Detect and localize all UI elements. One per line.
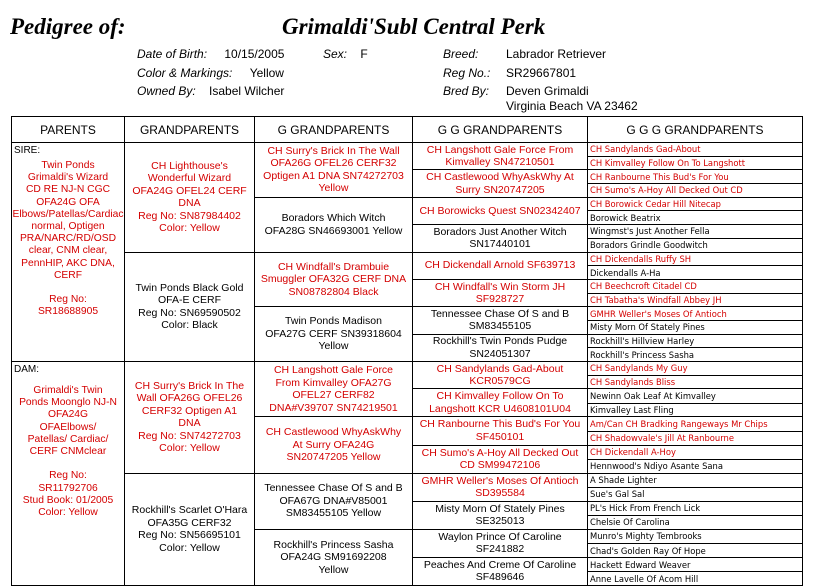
text-line: Kimvalley SN47210501	[445, 156, 555, 169]
gg-grandparent-cell	[413, 143, 588, 170]
text-line: DNA	[178, 197, 201, 210]
text-line: CERF CNMclear	[29, 446, 107, 458]
sire-cell	[12, 143, 125, 362]
text-line: OFA24G OFA	[36, 196, 100, 208]
text-line: Ponds Moonglo NJ-N	[19, 397, 117, 409]
gg-grandparent-cell	[413, 170, 588, 197]
text-line: GMHR Weller's Moses Of Antioch	[421, 474, 579, 487]
text-line: Reg No: SN74272703	[138, 429, 241, 442]
g-grandparent-cell	[255, 417, 413, 473]
text-line: Twin Ponds Madison	[285, 315, 382, 328]
dam-details	[12, 385, 124, 585]
gg-grandparent-cell	[413, 529, 588, 557]
text-line: Yellow	[318, 182, 349, 195]
text-line: Color: Yellow	[159, 222, 220, 235]
text-line: CH Langshott Gale Force From	[426, 143, 574, 156]
table-row	[12, 143, 803, 157]
text-line: Wall OFA26G OFEL26	[136, 392, 243, 405]
text-line: CH Ranbourne This Bud's For You	[419, 418, 581, 431]
table-row	[12, 473, 803, 487]
ggg-grandparent-cell: Hennwood's Ndiyo Asante Sana	[588, 459, 803, 473]
color-value: Yellow	[249, 66, 284, 80]
bredby-label-text: Bred By:	[443, 84, 490, 98]
text-line: CH Lighthouse's	[151, 159, 228, 172]
breed-value: Labrador Retriever	[506, 47, 607, 61]
text-line	[12, 458, 124, 470]
dob-value: 10/15/2005	[224, 47, 285, 61]
reg-label	[443, 66, 490, 80]
text-line: Misty Morn Of Stately Pines	[435, 502, 565, 515]
text-line: SD395584	[475, 487, 525, 500]
text-line: Patellas/ Cardiac/	[27, 433, 109, 445]
text-line: OFA-E CERF	[157, 294, 221, 307]
gg-grandparent-cell	[413, 307, 588, 334]
text-line: CH Dickendall Arnold SF639713	[424, 259, 576, 272]
text-line: SN24051307	[469, 347, 531, 360]
text-line: OFA67G DNA#V85001	[279, 494, 388, 507]
sire-details	[12, 160, 124, 350]
gg-grandparent-cell	[413, 252, 588, 279]
text-line: At Surry OFA24G	[292, 438, 375, 451]
ggg-grandparent-cell: Newinn Oak Leaf At Kimvalley	[588, 389, 803, 403]
text-line: Tennessee Chase Of S and B	[264, 482, 403, 495]
gg-grandparent-cell	[413, 501, 588, 529]
text-line: Yellow	[318, 563, 349, 576]
text-line: Reg No:	[49, 294, 87, 306]
ggg-grandparent-cell: Sue's Gal Sal	[588, 488, 803, 502]
text-line: CERF	[53, 269, 83, 281]
text-line: Reg No: SN56695101	[138, 529, 241, 542]
text-line: CH Sumo's A-Hoy All Decked Out	[421, 446, 579, 459]
text-line: SR18688905	[37, 306, 99, 318]
text-line: Reg No: SN87984402	[138, 209, 241, 222]
text-line: Reg No: SN69590502	[138, 306, 241, 319]
text-line: Waylon Prince Of Caroline	[438, 530, 562, 543]
text-line: Boradors Just Another Witch	[433, 225, 567, 238]
dog-name: Grimaldi'Subl Central Perk	[282, 14, 546, 39]
owner-row	[137, 84, 284, 98]
sex-value: F	[360, 47, 368, 61]
bredby-label	[443, 84, 489, 98]
g-grandparent-cell	[255, 252, 413, 307]
text-line: OFA24G OFEL24 CERF	[132, 184, 247, 197]
ggg-grandparent-cell: CH Sumo's A-Hoy All Decked Out CD	[588, 184, 803, 198]
dob-label: Date of Birth:	[137, 47, 208, 61]
text-line: OFEL27 CERF82	[292, 389, 375, 402]
text-line: SN08782804 Black	[288, 285, 379, 298]
ggg-grandparent-cell: Dickendalls A-Ha	[588, 266, 803, 280]
text-line: SF489646	[475, 571, 525, 584]
text-line: SM83455105	[468, 320, 532, 333]
ggg-grandparent-cell: Misty Morn Of Stately Pines	[588, 320, 803, 334]
text-line: Surry SN20747205	[455, 183, 545, 196]
breeder-location: Virginia Beach VA 23462	[506, 99, 638, 113]
table-row	[12, 362, 803, 376]
text-line: Color: Yellow	[159, 541, 220, 554]
header-gg-grandparents: G G GRANDPARENTS	[413, 117, 588, 143]
ggg-grandparent-cell: Munro's Mighty Tembrooks	[588, 529, 803, 543]
gg-grandparent-cell	[413, 197, 588, 224]
text-line: SF928727	[475, 293, 525, 306]
text-line: SN20747205 Yellow	[286, 451, 381, 464]
text-line: SR11792706	[38, 482, 98, 494]
gg-grandparent-cell	[413, 279, 588, 306]
ggg-grandparent-cell: Hackett Edward Weaver	[588, 557, 803, 571]
ggg-grandparent-cell: CH Kimvalley Follow On To Langshott	[588, 156, 803, 170]
ggg-grandparent-cell: CH Sandylands Gad-About	[588, 143, 803, 157]
dob-row	[137, 47, 284, 61]
text-line: OFAElbows/	[39, 421, 97, 433]
grandparent-cell	[125, 252, 255, 362]
text-line: CH Windfall's Drambuie	[277, 260, 390, 273]
text-line	[12, 282, 124, 294]
text-line: SN17440101	[469, 238, 531, 251]
text-line: Rockhill's Twin Ponds Pudge	[432, 335, 568, 348]
ggg-grandparent-cell: Anne Lavelle Of Acom Hill	[588, 572, 803, 586]
text-line: CH Sandylands Gad-About	[436, 362, 564, 375]
ggg-grandparent-cell: Chelsie Of Carolina	[588, 516, 803, 530]
dam-label: DAM:	[14, 364, 39, 375]
text-line: SE325013	[475, 515, 525, 528]
text-line: OFA35G CERF32	[147, 516, 232, 529]
text-line: DNA#V39707 SN74219501	[269, 401, 398, 414]
ggg-grandparent-cell: Rockhill's Hillview Harley	[588, 334, 803, 348]
text-line: CD SM99472106	[459, 459, 541, 472]
ggg-grandparent-cell: A Shade Lighter	[588, 473, 803, 487]
color-row	[137, 66, 284, 80]
dam-cell	[12, 362, 125, 586]
ggg-grandparent-cell: Kimvalley Last Fling	[588, 403, 803, 417]
ggg-grandparent-cell: PL's Hick From French Lick	[588, 501, 803, 515]
ggg-grandparent-cell: Rockhill's Princess Sasha	[588, 348, 803, 362]
text-line: CH Surry's Brick In The Wall	[267, 144, 400, 157]
ggg-grandparent-cell: CH Ranbourne This Bud's For You	[588, 170, 803, 184]
gg-grandparent-cell	[413, 473, 588, 501]
sex-row	[323, 47, 368, 61]
text-line: Color: Yellow	[159, 442, 220, 455]
ggg-grandparent-cell: Chad's Golden Ray Of Hope	[588, 544, 803, 558]
reg-value: SR29667801	[506, 66, 577, 80]
text-line: Boradors Which Witch	[281, 212, 386, 225]
g-grandparent-cell	[255, 362, 413, 417]
text-line: CERF32 Optigen A1	[141, 404, 238, 417]
ggg-grandparent-cell: Boradors Grindle Goodwitch	[588, 238, 803, 252]
grandparent-cell	[125, 143, 255, 253]
g-grandparent-cell	[255, 307, 413, 362]
gg-grandparent-cell	[413, 417, 588, 445]
header-g-grandparents: G GRANDPARENTS	[255, 117, 413, 143]
color-label: Color & Markings:	[137, 66, 233, 80]
text-line: Reg No:	[49, 470, 87, 482]
grandparent-cell	[125, 362, 255, 474]
breeder-name: Deven Grimaldi	[506, 84, 589, 98]
text-line: DNA	[178, 417, 201, 430]
g-grandparent-cell	[255, 143, 413, 198]
ggg-grandparent-cell: CH Dickendall A-Hoy	[588, 445, 803, 459]
text-line: SM83455105 Yellow	[285, 507, 382, 520]
text-line: CH Castlewood WhyAskWhy At	[426, 171, 574, 184]
text-line: KCR0579CG	[469, 375, 531, 388]
g-grandparent-cell	[255, 197, 413, 252]
text-line: Twin Ponds	[41, 160, 95, 171]
ggg-grandparent-cell: Am/Can CH Bradking Rangeways Mr Chips	[588, 417, 803, 431]
text-line: OFA28G SN46693001 Yellow	[264, 224, 403, 237]
text-line: Tennessee Chase Of S and B	[430, 307, 570, 320]
reg-label-text: Reg No.:	[443, 66, 491, 80]
ggg-grandparent-cell: GMHR Weller's Moses Of Antioch	[588, 307, 803, 321]
text-line: CH Langshott Gale Force	[273, 364, 394, 377]
ggg-grandparent-cell: Wingmst's Just Another Fella	[588, 225, 803, 239]
header-grandparents: GRANDPARENTS	[125, 117, 255, 143]
text-line: Stud Book: 01/2005	[22, 494, 114, 506]
owner-label: Owned By:	[137, 84, 196, 98]
header-parents: PARENTS	[12, 117, 125, 143]
gg-grandparent-cell	[413, 225, 588, 252]
header-ggg-grandparents: G G G GRANDPARENTS	[588, 117, 803, 143]
text-line: Grimaldi's Twin	[33, 385, 103, 396]
text-line: Color: Black	[161, 319, 218, 332]
ggg-grandparent-cell: CH Sandylands My Guy	[588, 362, 803, 376]
text-line: CH Castlewood WhyAskWhy	[265, 426, 402, 439]
text-line: Rockhill's Scarlet O'Hara	[131, 504, 248, 517]
ggg-grandparent-cell: CH Beechcroft Citadel CD	[588, 279, 803, 293]
text-line: CH Windfall's Win Storm JH	[434, 280, 566, 293]
g-grandparent-cell	[255, 529, 413, 585]
grandparent-cell	[125, 473, 255, 585]
pedigree-title: Pedigree of:	[10, 14, 126, 39]
text-line: Rockhill's Princess Sasha	[273, 538, 394, 551]
text-line: CH Surry's Brick In The	[134, 379, 245, 392]
text-line: CH Borowicks Quest SN02342407	[419, 204, 581, 217]
text-line: clear, CNM clear,	[28, 245, 108, 257]
text-line: CH Kimvalley Follow On To	[436, 390, 564, 403]
ggg-grandparent-cell: CH Dickendalls Ruffy SH	[588, 252, 803, 266]
text-line: From Kimvalley OFA27G	[275, 376, 392, 389]
gg-grandparent-cell	[413, 557, 588, 585]
text-line: OFA26G OFEL26 CERF32	[270, 157, 397, 170]
owner-value: Isabel Wilcher	[209, 84, 285, 98]
gg-grandparent-cell	[413, 334, 588, 361]
ggg-grandparent-cell: CH Shadowvale's Jill At Ranbourne	[588, 431, 803, 445]
gg-grandparent-cell	[413, 445, 588, 473]
gg-grandparent-cell	[413, 389, 588, 417]
text-line: CD RE NJ-N CGC	[25, 184, 111, 196]
text-line: normal, Optigen	[31, 221, 105, 233]
text-line: OFA24G SM91692208	[280, 551, 387, 564]
text-line: Yellow	[318, 340, 349, 353]
table-row	[12, 252, 803, 266]
text-line: PRA/NARC/RD/OSD	[19, 233, 117, 245]
text-line: SF450101	[475, 430, 525, 443]
text-line: Wonderful Wizard	[147, 172, 232, 185]
text-line: Grimaldi's Wizard	[27, 172, 109, 184]
sire-label: SIRE:	[14, 145, 41, 156]
ggg-grandparent-cell: Borowick Beatrix	[588, 211, 803, 225]
gg-grandparent-cell	[413, 362, 588, 389]
breed-row	[443, 47, 478, 61]
sex-label: Sex:	[323, 47, 348, 61]
text-line: Twin Ponds Black Gold	[135, 281, 244, 294]
breed-label: Breed:	[443, 47, 479, 61]
text-line: Peaches And Creme Of Caroline	[423, 558, 577, 571]
pedigree-table	[11, 116, 803, 586]
text-line: Color: Yellow	[38, 507, 98, 519]
ggg-grandparent-cell: CH Sandylands Bliss	[588, 375, 803, 389]
text-line: OFA24G	[47, 409, 89, 421]
text-line: SF241882	[475, 543, 525, 556]
g-grandparent-cell	[255, 473, 413, 529]
text-line: OFA27G CERF SN39318604	[265, 327, 402, 340]
text-line: Langshott KCR U4608101U04	[429, 402, 571, 415]
ggg-grandparent-cell: CH Tabatha's Windfall Abbey JH	[588, 293, 803, 307]
text-line: PennHIP, AKC DNA,	[21, 257, 115, 269]
text-line: Optigen A1 DNA SN74272703	[263, 169, 404, 182]
text-line: Elbows/Patellas/Cardiac	[12, 208, 124, 220]
text-line: Smuggler OFA32G CERF DNA	[260, 273, 407, 286]
ggg-grandparent-cell: CH Borowick Cedar Hill Nitecap	[588, 197, 803, 211]
